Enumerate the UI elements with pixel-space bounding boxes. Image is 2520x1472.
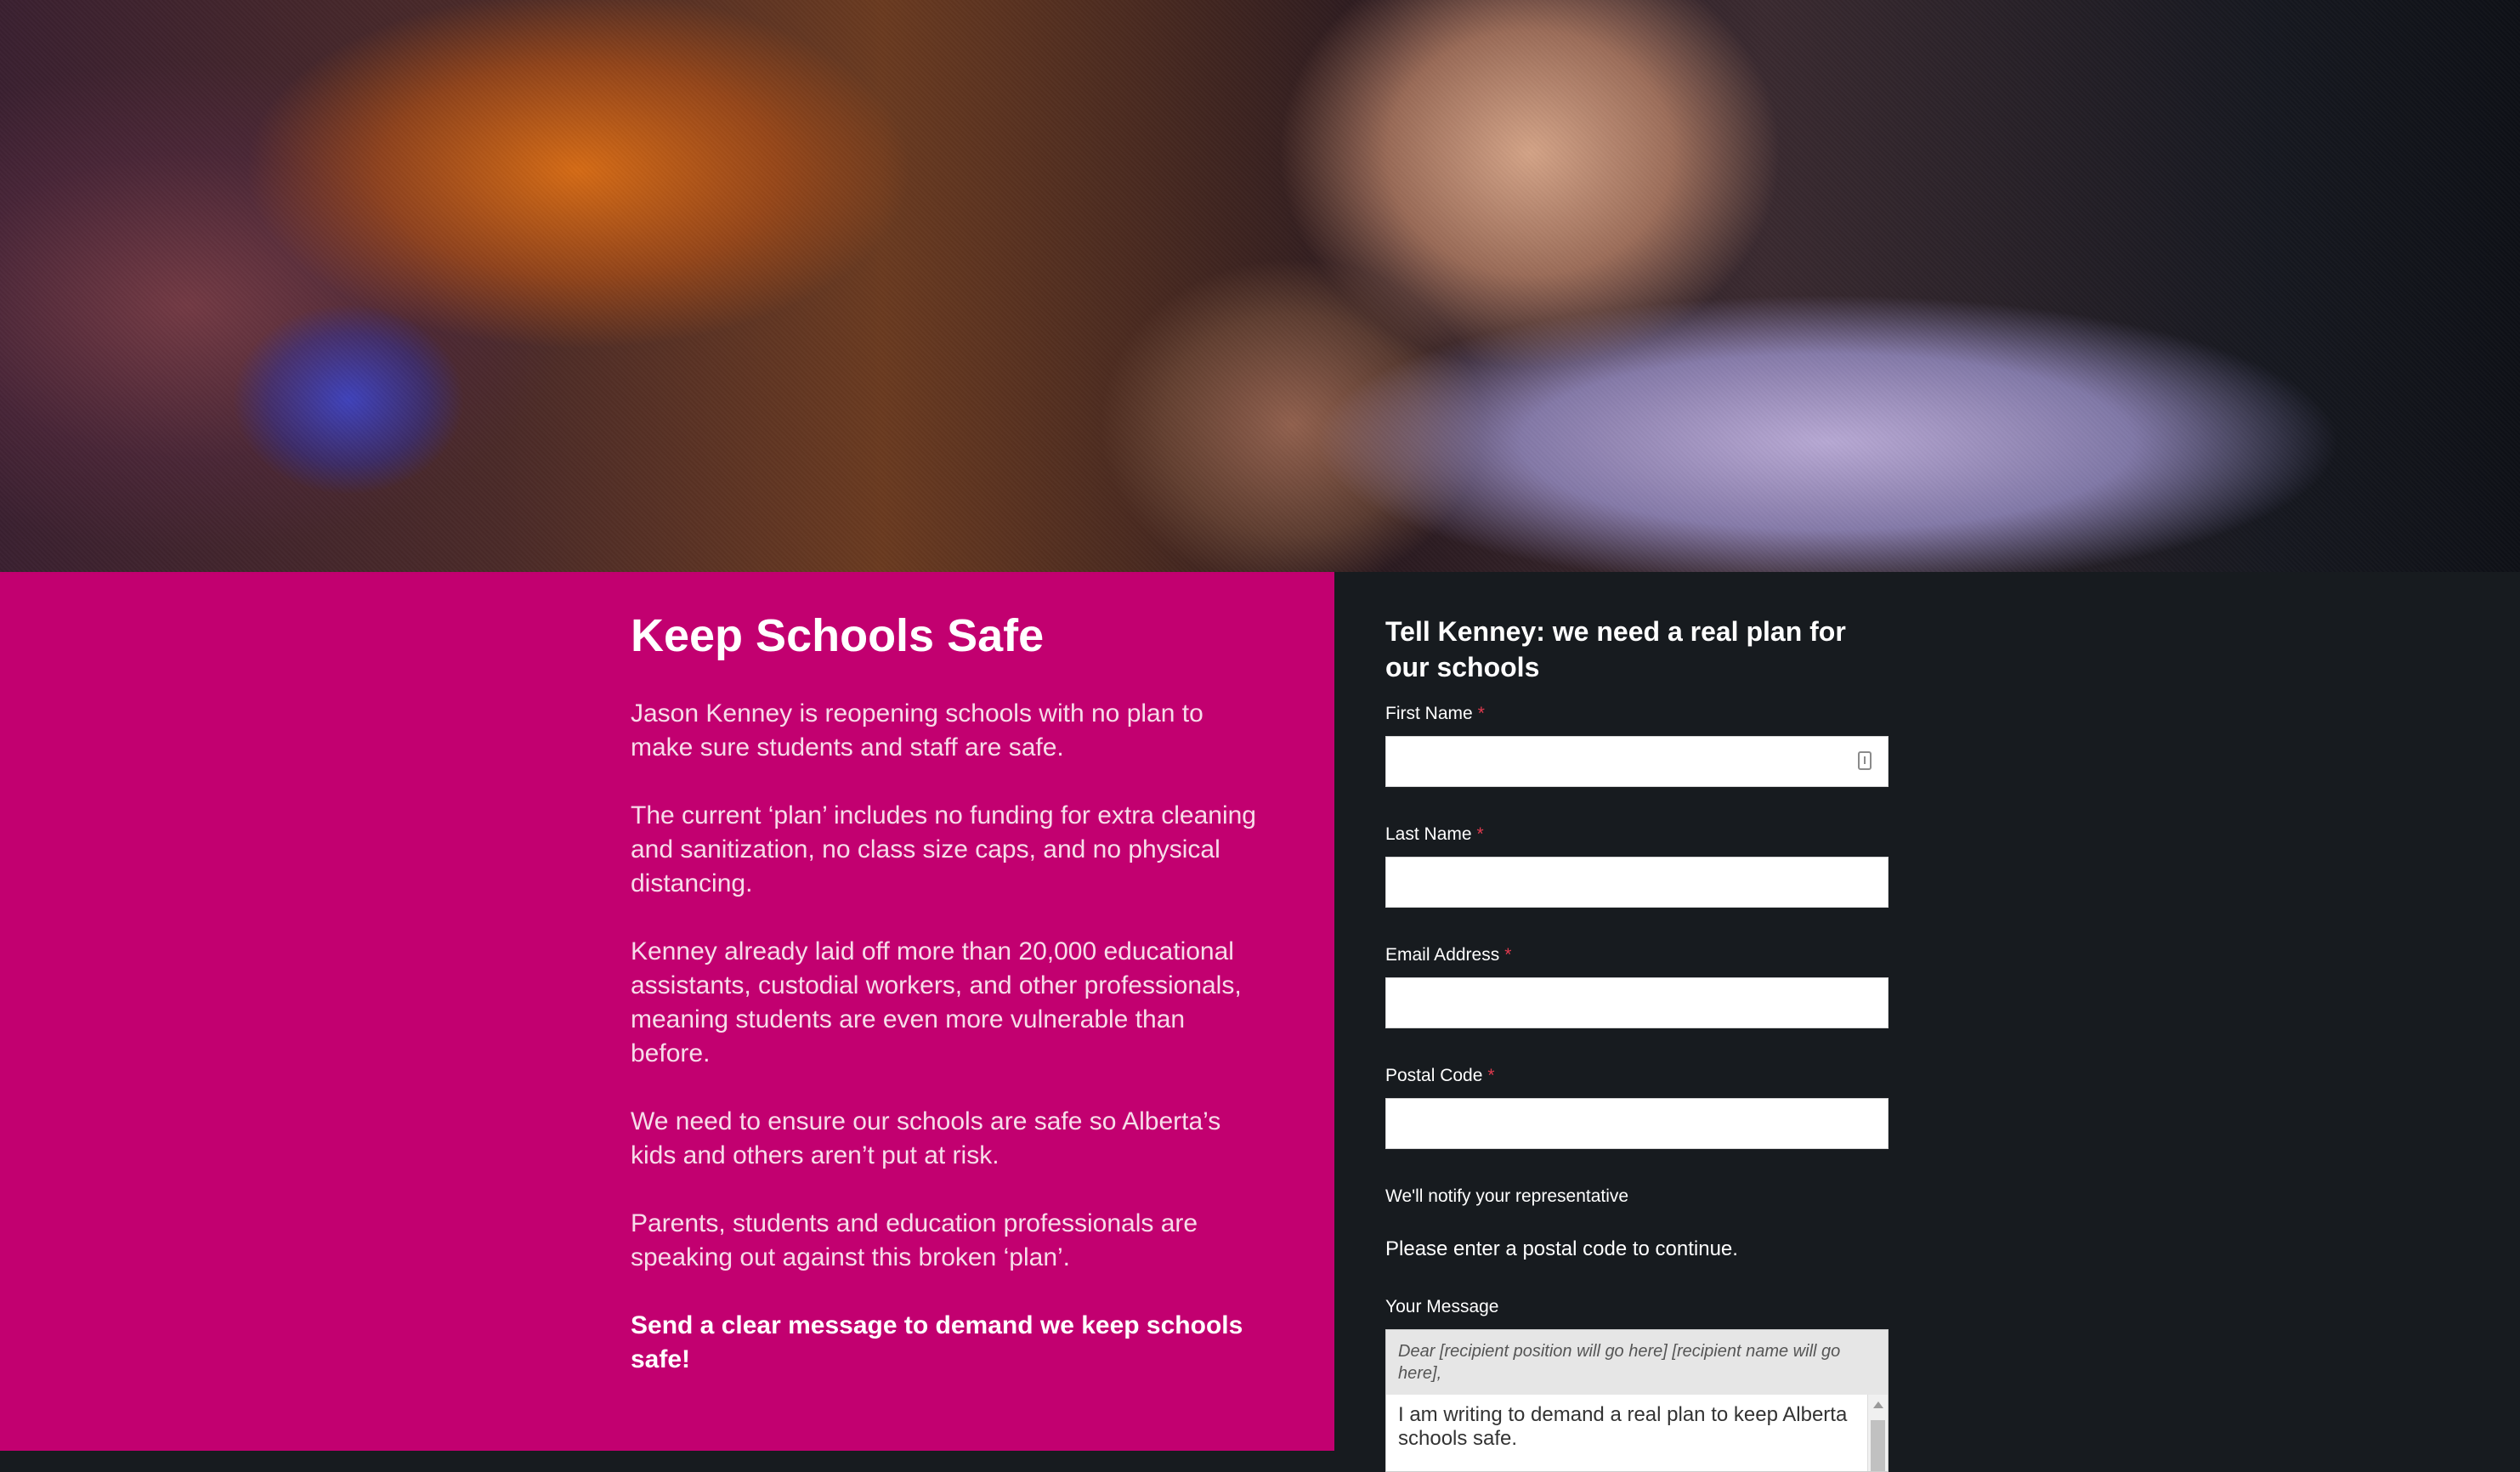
form-heading: Tell Kenney: we need a real plan for our schools: [1385, 616, 1846, 682]
first-name-label: [1385, 702, 1889, 726]
page-title: Keep Schools Safe: [631, 610, 1045, 661]
intro-paragraph-4: We need to ensure our schools are safe so Alberta’s kids and others aren’t put at risk.: [631, 1107, 1221, 1169]
hero-texture: [0, 0, 2520, 572]
intro-paragraph-1: Jason Kenney is reopening schools with no plan to make sure students and staff are safe.: [631, 699, 1203, 761]
required-marker: *: [1477, 704, 1485, 723]
intro-paragraph-2: The current ‘plan’ includes no funding for extra cleaning and sanitization, no class size caps, and no physical distancing.: [631, 801, 1256, 897]
email-label-text: Email Address: [1385, 945, 1500, 965]
postal-code-input[interactable]: [1385, 1098, 1889, 1149]
scroll-thumb[interactable]: [1871, 1420, 1885, 1471]
last-name-label: [1385, 823, 1889, 846]
postal-code-label-text: Postal Code: [1385, 1066, 1483, 1085]
required-marker: *: [1504, 945, 1512, 965]
first-name-input[interactable]: [1385, 736, 1889, 787]
hero-image: [0, 0, 2520, 572]
first-name-wrap: [1385, 736, 1889, 787]
message-body-text: I am writing to demand a real plan to keep Alberta schools safe.: [1398, 1403, 1848, 1450]
email-input[interactable]: [1385, 977, 1889, 1028]
last-name-label-text: Last Name: [1385, 824, 1472, 844]
notify-text: We'll notify your representative: [1385, 1186, 1629, 1206]
scroll-up-arrow-icon[interactable]: [1873, 1401, 1883, 1408]
call-to-action: Send a clear message to demand we keep schools safe!: [631, 1311, 1243, 1373]
intro-content: [631, 607, 1260, 1411]
required-marker: *: [1476, 824, 1484, 844]
postal-code-label: [1385, 1064, 1889, 1088]
postal-code-prompt: Please enter a postal code to continue.: [1385, 1237, 1738, 1260]
last-name-input[interactable]: [1385, 857, 1889, 908]
email-label: [1385, 943, 1889, 967]
message-salutation: Dear [recipient position will go here] [recipient name will go here],: [1386, 1330, 1888, 1395]
message-textarea[interactable]: [1386, 1395, 1888, 1471]
message-label: Your Message: [1385, 1297, 1499, 1316]
intro-paragraph-3: Kenney already laid off more than 20,000 educational assistants, custodial workers, and other professionals, meaning students are even more vulnerable than before.: [631, 937, 1242, 1067]
autofill-icon[interactable]: [1858, 751, 1872, 770]
letter-form: [1385, 614, 1889, 1472]
message-scrollbar[interactable]: [1867, 1395, 1888, 1471]
first-name-label-text: First Name: [1385, 704, 1473, 723]
required-marker: *: [1487, 1066, 1495, 1085]
intro-paragraph-5: Parents, students and education professionals are speaking out against this broken ‘plan’.: [631, 1209, 1198, 1271]
